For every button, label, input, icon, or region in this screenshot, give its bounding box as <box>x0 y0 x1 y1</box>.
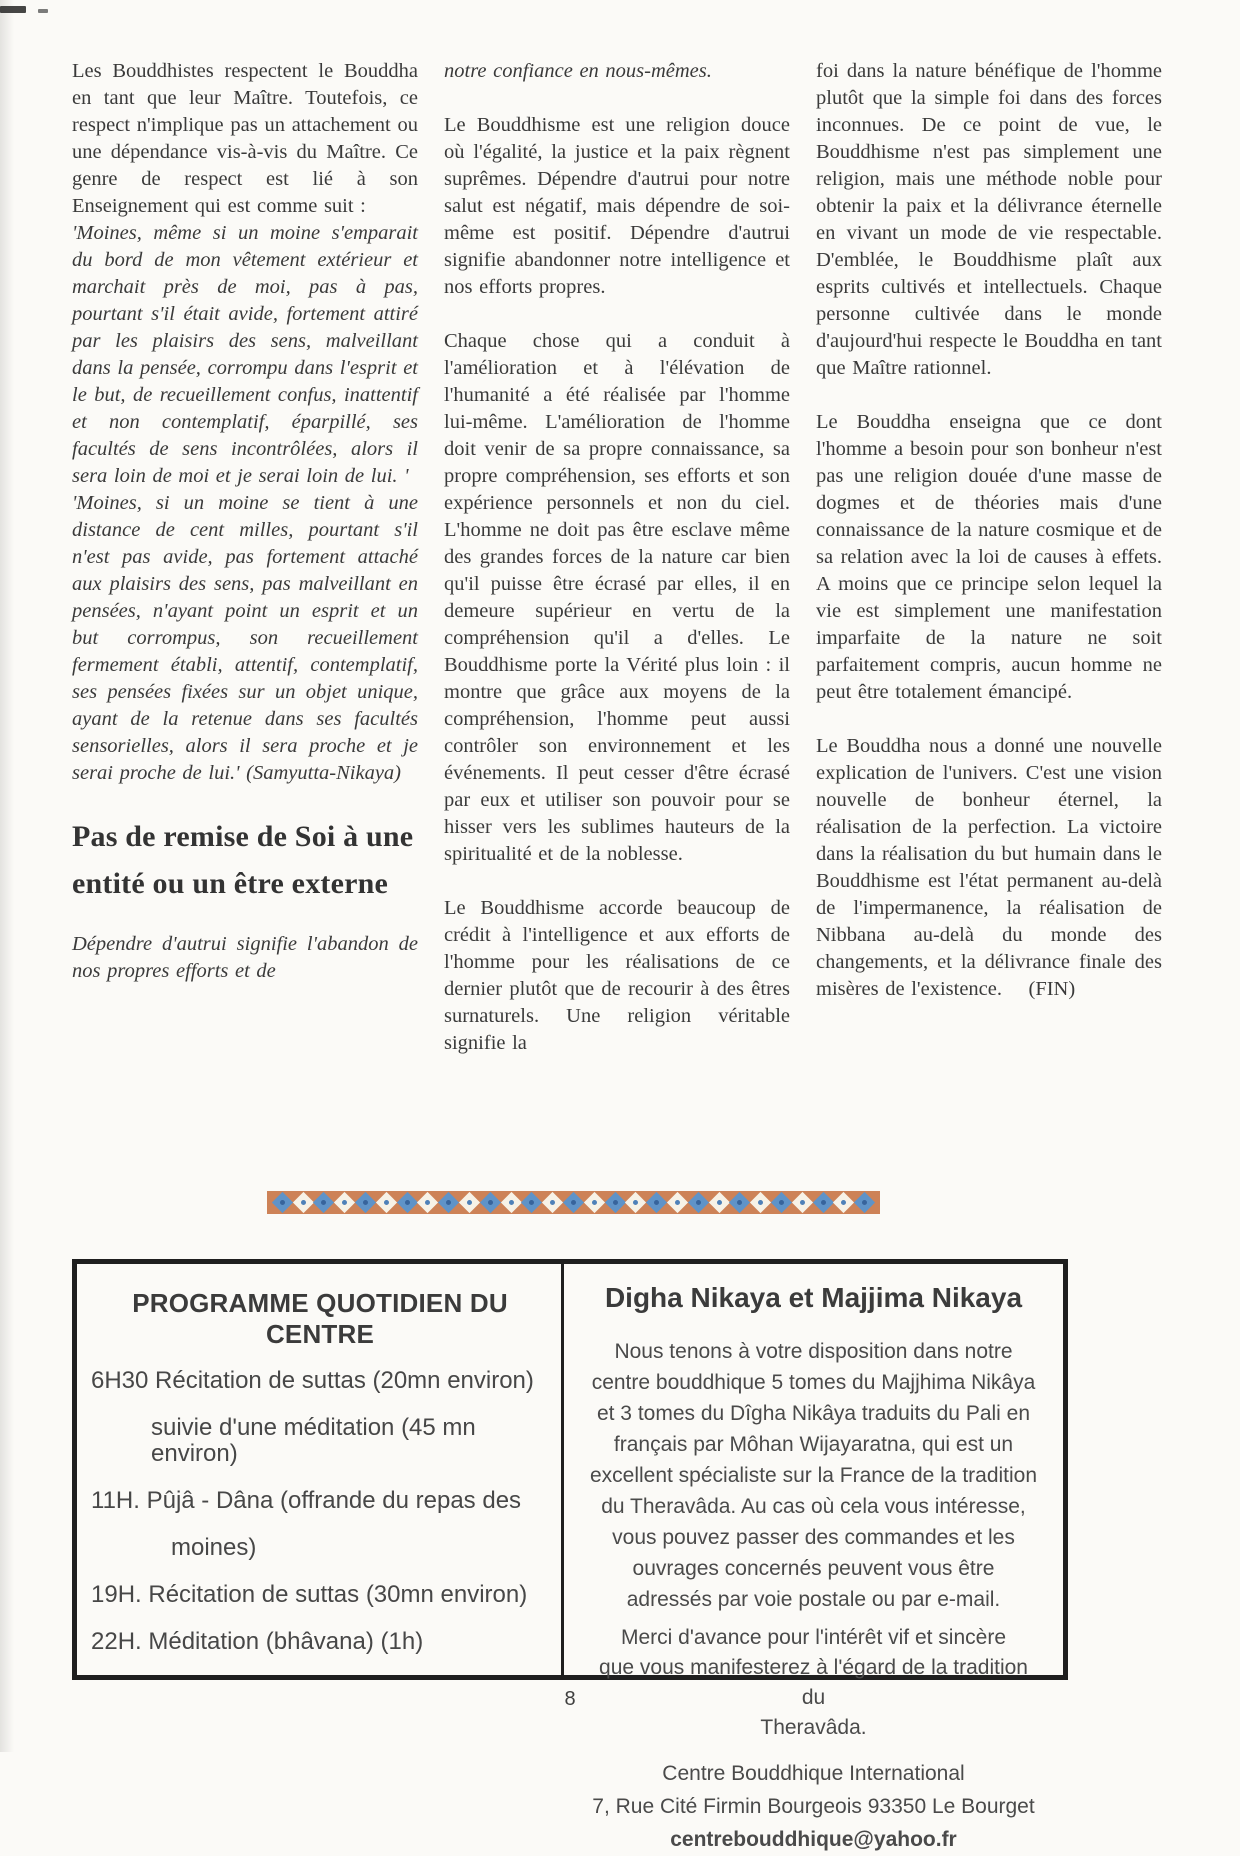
lead-paragraph-continuation: notre confiance en nous-mêmes. <box>444 60 712 82</box>
lead-paragraph: Dépendre d'autrui signifie l'abandon de nos propres efforts et de <box>72 933 418 982</box>
diamond-dot <box>757 1199 764 1206</box>
diamond-dot <box>300 1199 307 1206</box>
diamond-dot <box>632 1199 639 1206</box>
diamond-dot <box>320 1199 327 1206</box>
scan-edge-shade <box>0 0 14 1752</box>
paragraph: Le Bouddhisme est une religion douce où l'égalité, la justice et la paix règnent suprêmes. Dépendre d'autrui pour notre salut est négatif, mais dépendre de soi-même est positif. Dépendre d'autrui signifie abandonner notre intelligence et nos efforts propres. <box>444 114 790 298</box>
books-thanks-line: que vous manifesterez à l'égard de la tradition du <box>599 1656 1028 1709</box>
diamond-dot <box>840 1199 847 1206</box>
article-column-1 <box>72 58 418 1084</box>
info-box <box>72 1259 1068 1851</box>
diamond-dot <box>591 1199 598 1206</box>
article-body <box>72 58 1162 1084</box>
diamond-dot <box>778 1199 785 1206</box>
program-line: 19H. Récitation de suttas (30mn environ) <box>91 1581 528 1608</box>
diamond-blue-icon <box>854 1192 875 1213</box>
paragraph: foi dans la nature bénéfique de l'homme plutôt que la simple foi dans des forces inconnues. De ce point de vue, le Bouddhisme n'est pas simplement une religion, mais une méthode noble pour obtenir la paix et la délivrance éternelle en vivant un mode de vie respectable. D'emblée, le Bouddhisme plaît aux esprits cultivés et intellectuels. Chaque personne cultivée dans le monde d'aujourd'hui respecte le Bouddha en tant que Maître rationnel. <box>816 60 1162 379</box>
diamond-dot <box>424 1199 431 1206</box>
quote-paragraph: 'Moines, même si un moine s'emparait du bord de mon vêtement extérieur et marchait près de moi, pas à pas, pourtant s'il était avide, fortement attiré par les plaisirs des sens, malveillant dans la pensée, corrompu dans l'esprit et le but, de recueillement confus, inattentif et non contemplatif, éparpillé, ses facultés de sens incontrôlées, alors il sera loin de moi et je serai loin de lui. ' <box>72 222 418 487</box>
program-line: 22H. Méditation (bhâvana) (1h) <box>91 1628 424 1655</box>
books-thanks-line: Theravâda. <box>760 1716 867 1739</box>
diamond-dot <box>487 1199 494 1206</box>
diamond-white-icon <box>584 1192 605 1213</box>
diamond-blue-icon <box>729 1192 750 1213</box>
diamond-dot <box>404 1199 411 1206</box>
diamond-dot <box>674 1199 681 1206</box>
paragraph: Chaque chose qui a conduit à l'amélioration et à l'élévation de l'humanité a été réalisée par l'homme lui-même. L'amélioration de l'homme doit venir de sa propre connaissance, sa propre compréhension, ses efforts et son expérience personnels et non du ciel. L'homme ne doit pas être esclave même des grandes forces de la nature car bien qu'il puisse être écrasé par elles, il en demeure supérieur en vertu de la compréhension qu'il a d'elles. Le Bouddhisme porte la Vérité plus loin : il montre que grâce aux moyens de la compréhension, l'homme peut aussi contrôler son environnement et les événements. Il peut cesser d'être écrasé par eux et utiliser son pouvoir pour se hisser vers les sublimes hauteurs de la spiritualité et de la noblesse. <box>444 330 790 865</box>
organization-name: Centre Bouddhique International <box>662 1762 965 1785</box>
section-heading: Pas de remise de Soi à une entité ou un être externe <box>72 820 414 900</box>
diamond-blue-icon <box>563 1192 584 1213</box>
diamond-blue-icon <box>771 1192 792 1213</box>
scan-artifact <box>0 6 26 13</box>
diamond-dot <box>383 1199 390 1206</box>
diamond-dot <box>362 1199 369 1206</box>
diamond-blue-icon <box>812 1192 833 1213</box>
diamond-white-icon <box>500 1192 521 1213</box>
diamond-dot <box>799 1199 806 1206</box>
diamond-white-icon <box>792 1192 813 1213</box>
diamond-dot <box>466 1199 473 1206</box>
diamond-blue-icon <box>438 1192 459 1213</box>
program-line: 11H. Pûjâ - Dâna (offrande du repas des <box>91 1487 522 1514</box>
diamond-blue-icon <box>355 1192 376 1213</box>
diamond-blue-icon <box>688 1192 709 1213</box>
diamond-blue-icon <box>646 1192 667 1213</box>
diamond-blue-icon <box>396 1192 417 1213</box>
diamond-dot <box>341 1199 348 1206</box>
diamond-white-icon <box>417 1192 438 1213</box>
books-thanks-line: Merci d'avance pour l'intérêt vif et sincère <box>620 1626 1007 1649</box>
diamond-white-icon <box>459 1192 480 1213</box>
diamond-white-icon <box>750 1192 771 1213</box>
diamond-dot <box>736 1199 743 1206</box>
diamond-white-icon <box>376 1192 397 1213</box>
diamond-blue-icon <box>480 1192 501 1213</box>
program-line: moines) <box>171 1534 257 1561</box>
diamond-white-icon <box>292 1192 313 1213</box>
diamond-white-icon <box>708 1192 729 1213</box>
diamond-blue-icon <box>604 1192 625 1213</box>
diamond-dot <box>445 1199 452 1206</box>
page-number: 8 <box>564 1688 576 1710</box>
diamond-blue-icon <box>521 1192 542 1213</box>
diamond-blue-icon <box>313 1192 334 1213</box>
program-line: 6H30 Récitation de suttas (20mn environ) <box>91 1367 534 1394</box>
quote-paragraph: 'Moines, si un moine se tient à une distance de cent milles, pourtant s'il n'est pas avide, pas fortement attaché aux plaisirs des sens, pas malveillant en pensées, n'ayant point un esprit et un but corrompus, son recueillement fermement établi, attentif, contemplatif, ses pensées fixées sur un objet unique, ayant de la retenue dans ses facultés sensorielles, alors il sera proche et je serai proche de lui.' (Samyutta-Nikaya) <box>72 492 418 784</box>
paragraph: Les Bouddhistes respectent le Bouddha en tant que leur Maître. Toutefois, ce respect n'implique pas un attachement ou une dépendance vis-à-vis du Maître. Ce genre de respect est lié à son Enseignement qui est comme suit : <box>72 60 418 217</box>
diamond-dot <box>528 1199 535 1206</box>
diamond-dot <box>570 1199 577 1206</box>
program-line: suivie d'une méditation (45 mn environ) <box>151 1414 476 1467</box>
diamond-dot <box>695 1199 702 1206</box>
diamond-white-icon <box>833 1192 854 1213</box>
email-address: centrebouddhique@yahoo.fr <box>670 1828 957 1851</box>
books-section <box>564 1264 1063 1851</box>
program-section <box>77 1264 564 1675</box>
divider-band <box>267 1191 880 1214</box>
books-body: Nous tenons à votre disposition dans notre centre bouddhique 5 tomes du Majjhima Nikâya et 3 tomes du Dîgha Nikâya traduits du Pali en français par Môhan Wijayaratna, qui est un excellent spécialiste sur la France de la tradition du Theravâda. Au cas où cela vous intéresse, vous pouvez passer des commandes et les ouvrages concernés peuvent vous être adressés par voie postale ou par e-mail. <box>589 1340 1038 1611</box>
books-title: Digha Nikaya et Majjima Nikaya <box>604 1282 1023 1313</box>
diamond-dot <box>612 1199 619 1206</box>
program-title: PROGRAMME QUOTIDIEN DU CENTRE <box>132 1288 523 1349</box>
diamond-dot <box>861 1199 868 1206</box>
article-column-2 <box>444 58 790 1084</box>
article-column-3 <box>816 58 1162 1084</box>
postal-address: 7, Rue Cité Firmin Bourgeois 93350 Le Bourget <box>592 1795 1035 1818</box>
diamond-white-icon <box>625 1192 646 1213</box>
books-contact <box>588 1757 1039 1856</box>
diamond-dot <box>715 1199 722 1206</box>
scan-artifact <box>38 9 48 13</box>
paragraph: Le Bouddha nous a donné une nouvelle explication de l'univers. C'est une vision nouvelle de bonheur éternel, la réalisation de la perfection. La victoire dans la réalisation du but humain dans le Bouddhisme est l'état permanent au-delà de l'impermanence, la réalisation de Nibbana au-delà du monde des changements, et la délivrance finale des misères de l'existence. (FIN) <box>816 735 1162 1000</box>
diamond-dot <box>653 1199 660 1206</box>
diamond-dot <box>508 1199 515 1206</box>
diamond-dot <box>279 1199 286 1206</box>
paragraph: Le Bouddha enseigna que ce dont l'homme a besoin pour son bonheur n'est pas une religion douée d'une masse de dogmes et de théories mais d'une connaissance de la nature cosmique et de sa relation avec la loi de causes à effets. A moins que ce principe selon lequel la vie est simplement une manifestation imparfaite de la nature ne soit parfaitement compris, aucun homme ne peut être totalement émancipé. <box>816 411 1162 703</box>
paragraph: Le Bouddhisme accorde beaucoup de crédit à l'intelligence et aux efforts de l'homme pour les réalisations de ce dernier plutôt que de recourir à des êtres surnaturels. Une religion véritable signifie la <box>444 897 790 1054</box>
diamond-white-icon <box>542 1192 563 1213</box>
diamond-blue-icon <box>272 1192 293 1213</box>
diamond-white-icon <box>334 1192 355 1213</box>
diamond-dot <box>549 1199 556 1206</box>
diamond-dot <box>819 1199 826 1206</box>
diamond-white-icon <box>667 1192 688 1213</box>
